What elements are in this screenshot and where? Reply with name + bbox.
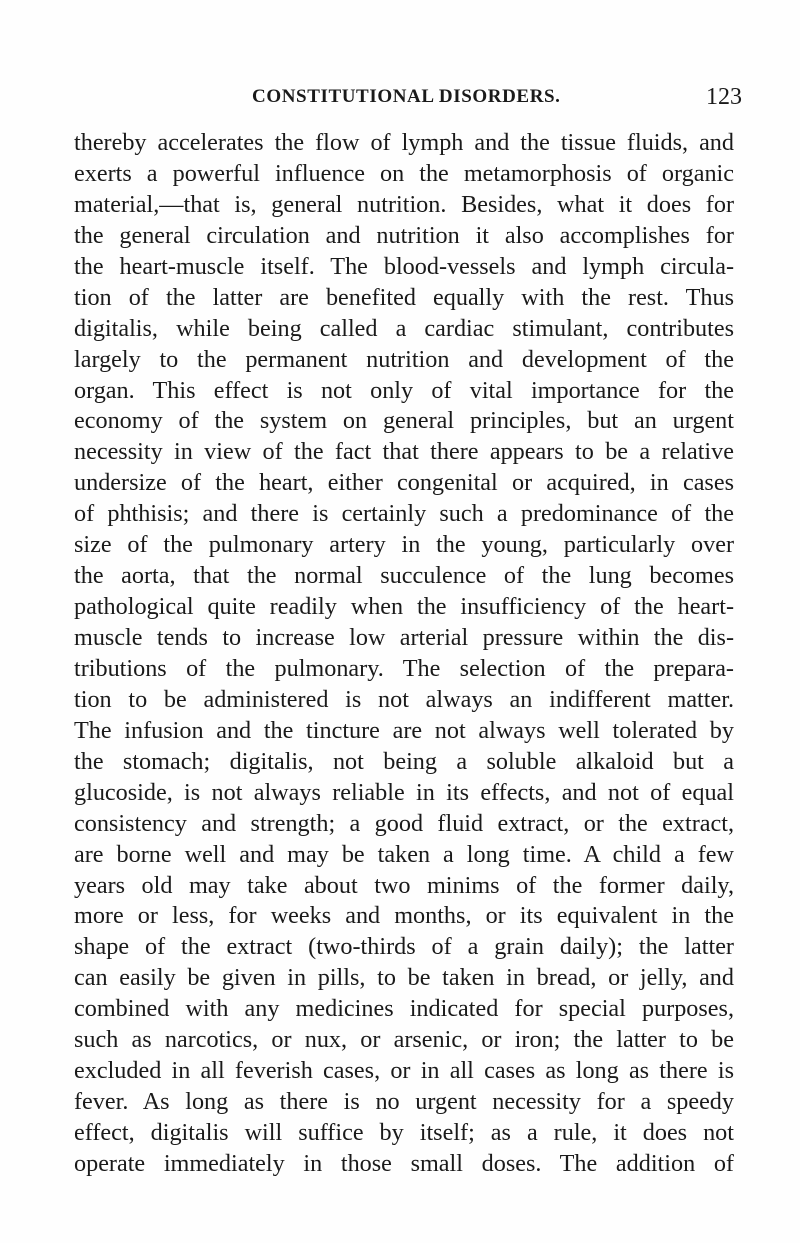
text-line: tion to be administered is not always an indifferent matter. — [74, 685, 734, 713]
text-line: necessity in view of the fact that there appears to be a relative — [74, 438, 734, 466]
text-line: of phthisis; and there is certainly such a predominance of the — [74, 500, 734, 528]
text-line: years old may take about two minims of the former daily, — [74, 871, 734, 899]
text-line: can easily be given in pills, to be taken in bread, or jelly, and — [74, 964, 734, 992]
text-line: the aorta, that the normal succulence of the lung becomes — [74, 562, 734, 590]
text-line: digitalis, while being called a cardiac stimulant, contributes — [74, 314, 734, 342]
text-line: shape of the extract (two-thirds of a grain daily); the latter — [74, 933, 734, 961]
text-line: are borne well and may be taken a long time. A child a few — [74, 840, 734, 868]
text-line: The infusion and the tincture are not always well tolerated by — [74, 716, 734, 744]
text-line: economy of the system on general principles, but an urgent — [74, 407, 734, 435]
text-line: excluded in all feverish cases, or in all cases as long as there is — [74, 1057, 734, 1085]
text-line: tributions of the pulmonary. The selection of the prepara- — [74, 654, 734, 682]
page-number: 123 — [706, 84, 742, 110]
text-line: the stomach; digitalis, not being a soluble alkaloid but a — [74, 747, 734, 775]
text-line: size of the pulmonary artery in the young, particularly over — [74, 531, 734, 559]
text-line: muscle tends to increase low arterial pressure within the dis- — [74, 624, 734, 651]
body-text — [74, 128, 734, 1180]
text-line: such as narcotics, or nux, or arsenic, or iron; the latter to be — [74, 1026, 734, 1054]
text-line: consistency and strength; a good fluid extract, or the extract, — [74, 809, 734, 837]
text-line: pathological quite readily when the insufficiency of the heart- — [74, 593, 734, 621]
text-line: effect, digitalis will suffice by itself; as a rule, it does not — [74, 1119, 734, 1146]
running-title: CONSTITUTIONAL DISORDERS. — [252, 86, 561, 107]
text-line: fever. As long as there is no urgent necessity for a speedy — [74, 1088, 734, 1116]
text-line: the general circulation and nutrition it also accomplishes for — [74, 221, 734, 249]
text-line: material,—that is, general nutrition. Besides, what it does for — [74, 190, 734, 218]
text-line: operate immediately in those small doses. The addition of — [74, 1149, 734, 1177]
text-line: undersize of the heart, either congenital or acquired, in cases — [74, 469, 734, 497]
text-line: more or less, for weeks and months, or its equivalent in the — [74, 902, 734, 930]
text-line: tion of the latter are benefited equally with the rest. Thus — [74, 283, 734, 311]
text-line: largely to the permanent nutrition and development of the — [74, 345, 734, 373]
text-line: organ. This effect is not only of vital importance for the — [74, 376, 734, 404]
text-line: combined with any medicines indicated for special purposes, — [74, 995, 734, 1023]
text-line: the heart-muscle itself. The blood-vessels and lymph circula- — [74, 252, 734, 280]
text-line: exerts a powerful influence on the metamorphosis of organic — [74, 159, 734, 187]
text-line: thereby accelerates the flow of lymph and the tissue fluids, and — [74, 129, 734, 156]
text-line: glucoside, is not always reliable in its effects, and not of equal — [74, 778, 734, 806]
running-head — [0, 86, 800, 116]
